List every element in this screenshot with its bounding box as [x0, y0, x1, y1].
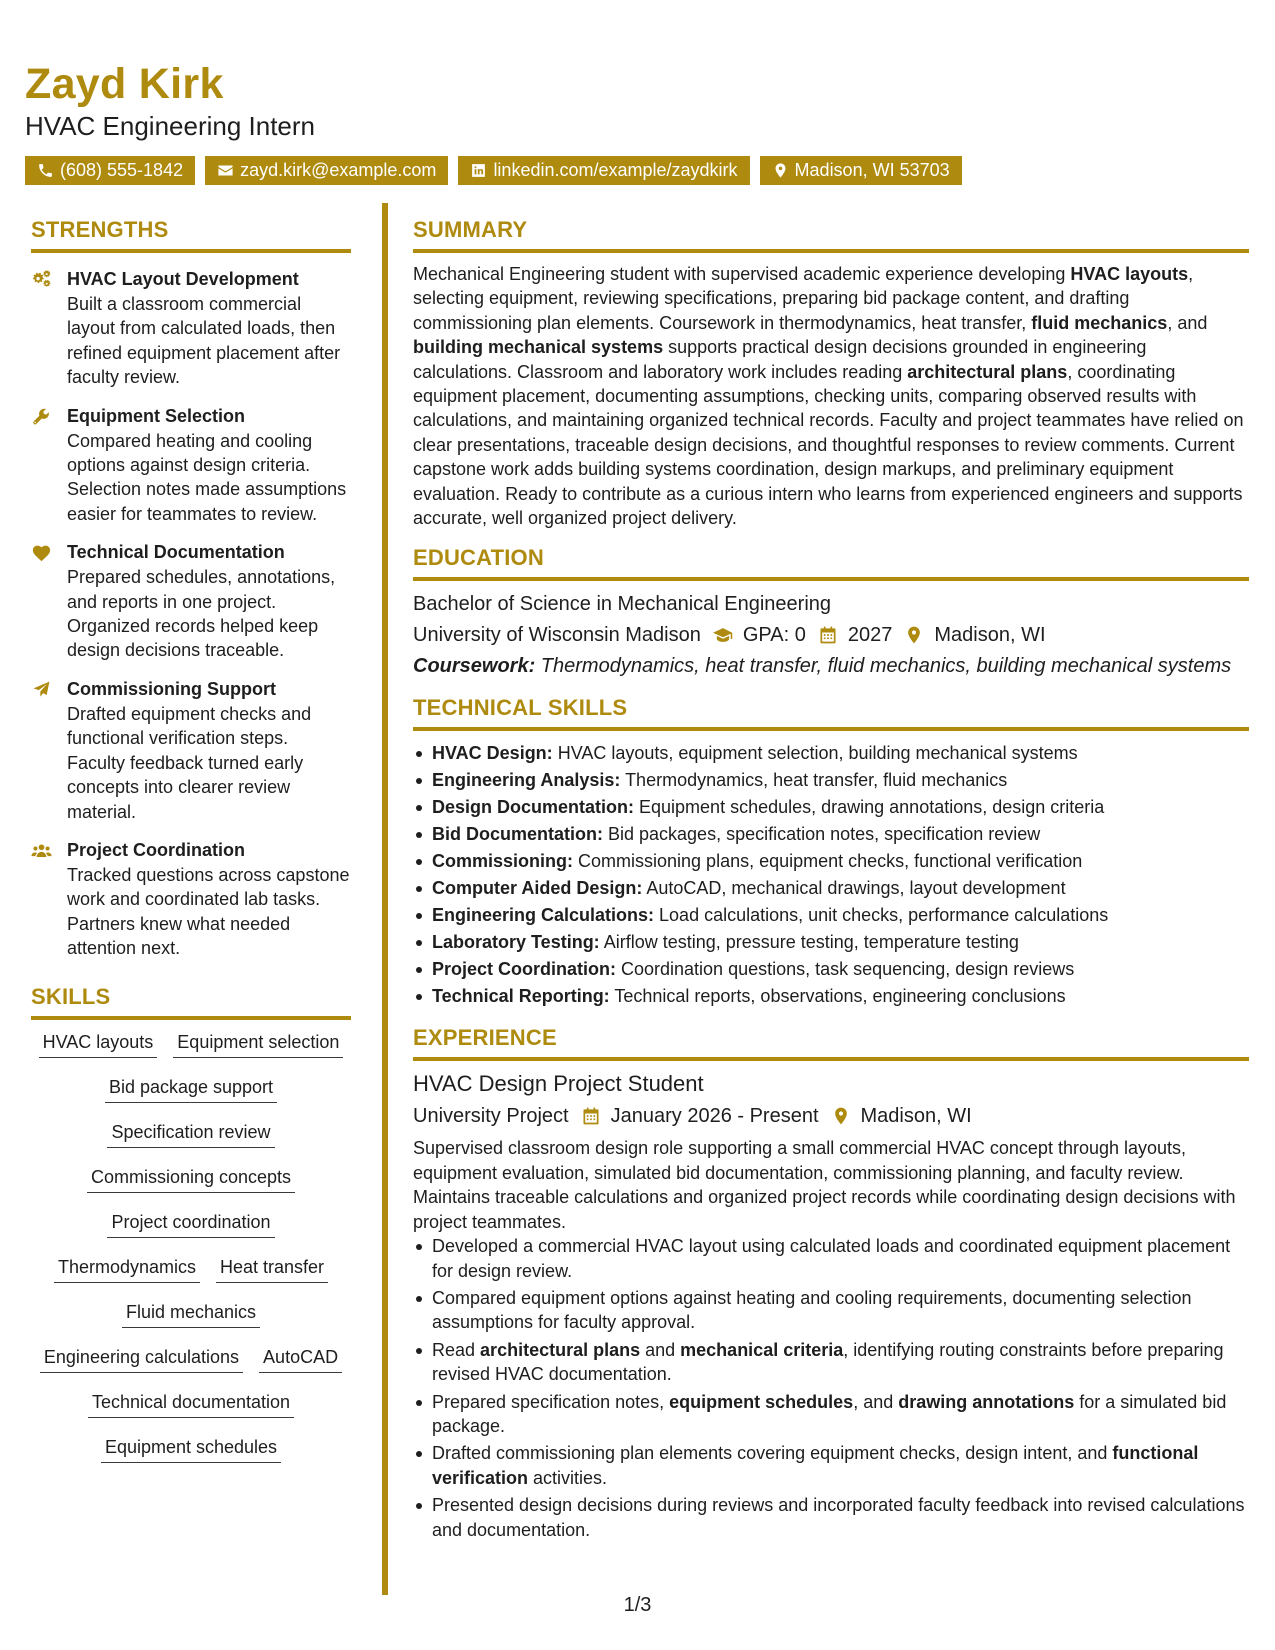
bullet-keyword: architectural plans	[480, 1339, 641, 1360]
strength-description: Drafted equipment checks and functional verification steps. Faculty feedback turned early concepts into clearer review material.	[67, 703, 312, 822]
bullet-fragment: Read	[432, 1339, 481, 1360]
technical-skill-value: AutoCAD, mechanical drawings, layout development	[642, 878, 1066, 899]
technical-skill-item	[413, 902, 1249, 929]
technical-skill-label: Design Documentation:	[432, 797, 635, 818]
phone-text: (608) 555-1842	[60, 160, 184, 180]
bullet-fragment: Drafted commissioning plan elements covering equipment checks, design intent, and	[432, 1443, 1113, 1464]
summary-fragment: Mechanical Engineering student with supervised academic experience developing	[413, 264, 1071, 284]
map-pin-icon	[831, 1106, 851, 1126]
strength-description: Built a classroom commercial layout from calculated loads, then refined equipment placement after faculty review.	[67, 294, 341, 388]
summary-fragment: , selecting equipment, reviewing specifications, preparing bid package content, and drafting commissioning plan elements. Coursework in thermodynamics, heat transfer,	[413, 264, 1194, 333]
strength-item	[31, 404, 351, 527]
paper-plane-icon	[31, 680, 52, 699]
summary-keyword: fluid mechanics	[1031, 312, 1168, 333]
technical-skill-item	[413, 821, 1249, 848]
calendar-icon	[581, 1106, 601, 1126]
coursework-line	[413, 652, 1249, 680]
job-location: Madison, WI	[860, 1105, 972, 1128]
skill-chip: Equipment schedules	[101, 1435, 281, 1463]
contact-phone[interactable]	[25, 156, 195, 185]
skills-heading: SKILLS	[31, 983, 351, 1020]
column-divider	[382, 203, 388, 1595]
technical-skill-value: Technical reports, observations, engineering conclusions	[609, 986, 1066, 1007]
experience-bullet	[413, 1493, 1249, 1542]
bullet-fragment: Compared equipment options against heating and cooling requirements, documenting selection assumptions for faculty approval.	[432, 1287, 1192, 1333]
skills-row	[31, 1345, 351, 1390]
technical-skill-label: Engineering Calculations:	[432, 905, 655, 926]
education-heading: EDUCATION	[413, 544, 1249, 581]
linkedin-text: linkedin.com/example/zaydkirk	[493, 160, 738, 180]
bullet-keyword: equipment schedules	[669, 1391, 854, 1412]
strengths-heading: STRENGTHS	[31, 216, 351, 253]
technical-skill-item	[413, 767, 1249, 794]
technical-skill-label: Technical Reporting:	[432, 986, 610, 1007]
skills-row	[31, 1435, 351, 1480]
school-name: University of Wisconsin Madison	[413, 624, 701, 647]
strength-item	[31, 677, 351, 824]
heart-icon	[31, 543, 52, 562]
experience-bullets	[413, 1234, 1249, 1542]
technical-skill-label: Bid Documentation:	[432, 824, 603, 845]
skills-row	[31, 1030, 351, 1075]
strength-description: Tracked questions across capstone work and coordinated lab tasks. Partners knew what needed attention next.	[67, 864, 350, 959]
page-number: 1/3	[623, 1594, 652, 1616]
skill-chip: Project coordination	[107, 1210, 274, 1238]
summary-keyword: HVAC layouts	[1070, 264, 1189, 284]
skill-chip: Thermodynamics	[54, 1255, 200, 1283]
skill-chip: Specification review	[107, 1120, 274, 1148]
skills-section	[31, 983, 351, 1480]
technical-skill-item	[413, 875, 1249, 902]
candidate-headline: HVAC Engineering Intern	[25, 111, 316, 141]
gears-icon	[31, 270, 52, 289]
resume-header	[25, 58, 1250, 185]
left-column	[31, 216, 351, 1480]
skills-row	[31, 1075, 351, 1120]
strength-item	[31, 267, 351, 390]
location-text: Madison, WI 53703	[794, 160, 950, 180]
skill-chip: Engineering calculations	[40, 1345, 243, 1373]
technical-skill-item	[413, 983, 1249, 1010]
skill-chip: Technical documentation	[88, 1390, 294, 1418]
contact-bar	[25, 156, 1250, 185]
job-description: Supervised classroom design role supporting a small commercial HVAC concept through layouts, equipment evaluation, simulated bid documentation, commissioning planning, and faculty review. Maintains traceable calculations and organized project records while coordinating design decisions with project teammates.	[413, 1138, 1236, 1232]
education-location: Madison, WI	[934, 624, 1046, 647]
skills-row	[31, 1210, 351, 1255]
skills-list	[31, 1030, 351, 1480]
wrench-icon	[31, 407, 52, 426]
technical-skill-value: Thermodynamics, heat transfer, fluid mechanics	[620, 770, 1008, 791]
contact-email[interactable]	[205, 156, 448, 185]
graduation-cap-icon	[713, 625, 733, 645]
right-column	[413, 216, 1249, 1545]
map-pin-icon	[904, 625, 924, 645]
bullet-fragment: , identifying routing constraints before preparing revised HVAC documentation.	[432, 1339, 1224, 1385]
skill-chip: Commissioning concepts	[87, 1165, 295, 1193]
job-meta	[413, 1102, 1249, 1130]
skills-row	[31, 1300, 351, 1345]
experience-bullet	[413, 1441, 1249, 1490]
experience-heading: EXPERIENCE	[413, 1024, 1249, 1061]
contact-linkedin[interactable]	[458, 156, 749, 185]
skill-chip: Bid package support	[105, 1075, 277, 1103]
technical-skill-value: Coordination questions, task sequencing, design reviews	[616, 959, 1075, 980]
summary-heading: SUMMARY	[413, 216, 1249, 253]
strength-description: Prepared schedules, annotations, and reports in one project. Organized records helped keep design decisions traceable.	[67, 567, 336, 661]
technical-skill-label: Commissioning:	[432, 851, 574, 872]
bullet-keyword: drawing annotations	[898, 1391, 1075, 1412]
job-organization: University Project	[413, 1105, 569, 1128]
strength-item	[31, 838, 351, 961]
candidate-name: Zayd Kirk	[25, 60, 224, 108]
envelope-icon	[217, 162, 234, 179]
strength-title: HVAC Layout Development	[67, 269, 299, 289]
graduation-year: 2027	[847, 624, 893, 647]
education-meta	[413, 621, 1249, 649]
gpa-text: GPA: 0	[742, 624, 806, 647]
experience-bullet	[413, 1286, 1249, 1335]
email-text: zayd.kirk@example.com	[240, 160, 437, 180]
technical-skill-value: Load calculations, unit checks, performance calculations	[654, 905, 1109, 926]
bullet-fragment: Developed a commercial HVAC layout using calculated loads and coordinated equipment placement for design review.	[432, 1236, 1231, 1281]
bullet-keyword: mechanical criteria	[680, 1339, 844, 1360]
skills-row	[31, 1165, 351, 1210]
strength-description: Compared heating and cooling options against design criteria. Selection notes made assumptions easier for teammates to review.	[67, 430, 347, 524]
job-title: HVAC Design Project Student	[413, 1071, 704, 1097]
summary-keyword: building mechanical systems	[413, 337, 664, 358]
bullet-fragment: , and	[853, 1391, 899, 1412]
strength-title: Equipment Selection	[67, 405, 246, 426]
technical-skills-heading: TECHNICAL SKILLS	[413, 694, 1249, 731]
technical-skill-label: Laboratory Testing:	[432, 932, 600, 953]
technical-skill-item	[413, 740, 1249, 767]
technical-skill-label: Engineering Analysis:	[432, 770, 621, 791]
calendar-icon	[818, 625, 838, 645]
technical-skill-label: Computer Aided Design:	[432, 878, 643, 899]
bullet-fragment: Presented design decisions during reviews and incorporated faculty feedback into revised calculations and documentation.	[432, 1495, 1245, 1540]
bullet-fragment: and	[640, 1339, 681, 1360]
strength-title: Project Coordination	[67, 839, 246, 860]
skill-chip: Heat transfer	[216, 1255, 328, 1283]
technical-skill-item	[413, 956, 1249, 983]
technical-skill-value: Airflow testing, pressure testing, temperature testing	[599, 932, 1019, 953]
experience-section	[413, 1024, 1249, 1542]
linkedin-icon	[470, 162, 487, 179]
summary-keyword: architectural plans	[907, 361, 1068, 382]
technical-skill-value: Equipment schedules, drawing annotations, design criteria	[634, 797, 1105, 818]
skill-chip: AutoCAD	[259, 1345, 342, 1373]
summary-fragment: , and	[1167, 312, 1208, 333]
technical-skills-list	[413, 740, 1249, 1010]
technical-skill-item	[413, 794, 1249, 821]
phone-icon	[37, 162, 54, 179]
skill-chip: Fluid mechanics	[122, 1300, 260, 1328]
technical-skill-label: Project Coordination:	[432, 959, 616, 980]
skills-row	[31, 1255, 351, 1300]
bullet-fragment: activities.	[528, 1467, 608, 1488]
skills-row	[31, 1390, 351, 1435]
strength-item	[31, 540, 351, 663]
skills-row	[31, 1120, 351, 1165]
experience-bullet	[413, 1390, 1249, 1439]
experience-bullet	[413, 1338, 1249, 1387]
experience-bullet	[413, 1234, 1249, 1283]
coursework-text: Thermodynamics, heat transfer, fluid mechanics, building mechanical systems	[535, 655, 1232, 678]
contact-location[interactable]	[760, 156, 962, 185]
technical-skills-section	[413, 694, 1249, 1010]
bullet-fragment: Prepared specification notes,	[432, 1391, 670, 1412]
education-section	[413, 544, 1249, 680]
skill-chip: HVAC layouts	[39, 1030, 158, 1058]
bullet-keyword: functional verification	[432, 1443, 1199, 1488]
technical-skill-value: HVAC layouts, equipment selection, building mechanical systems	[552, 743, 1078, 764]
map-pin-icon	[772, 162, 789, 179]
strength-title: Commissioning Support	[67, 678, 276, 699]
technical-skill-item	[413, 929, 1249, 956]
bullet-fragment: for a simulated bid package.	[432, 1391, 1227, 1436]
summary-text	[413, 262, 1249, 530]
technical-skill-label: HVAC Design:	[432, 743, 553, 764]
summary-section	[413, 216, 1249, 530]
technical-skill-item	[413, 848, 1249, 875]
degree-title: Bachelor of Science in Mechanical Engineering	[413, 593, 832, 616]
technical-skill-value: Bid packages, specification notes, specification review	[603, 824, 1041, 845]
summary-fragment: supports practical design decisions grounded in engineering calculations. Classroom and laboratory work includes reading	[413, 337, 1147, 382]
job-dates: January 2026 - Present	[610, 1105, 819, 1128]
strength-title: Technical Documentation	[67, 542, 285, 563]
users-icon	[31, 841, 52, 860]
technical-skill-value: Commissioning plans, equipment checks, functional verification	[573, 851, 1083, 872]
skill-chip: Equipment selection	[173, 1030, 343, 1058]
coursework-label: Coursework:	[413, 655, 536, 678]
summary-fragment: , coordinating equipment placement, documenting assumptions, checking units, comparing observed results with calculations, and maintaining organized technical records. Faculty and project teammates have relied on clear presentations, traceable design decisions, and thoughtful responses to review comments. Current capstone work adds building systems coordination, design markups, and preliminary equipment evaluation. Ready to contribute as a curious intern who learns from experienced engineers and supports accurate, well organized project delivery.	[413, 361, 1244, 529]
